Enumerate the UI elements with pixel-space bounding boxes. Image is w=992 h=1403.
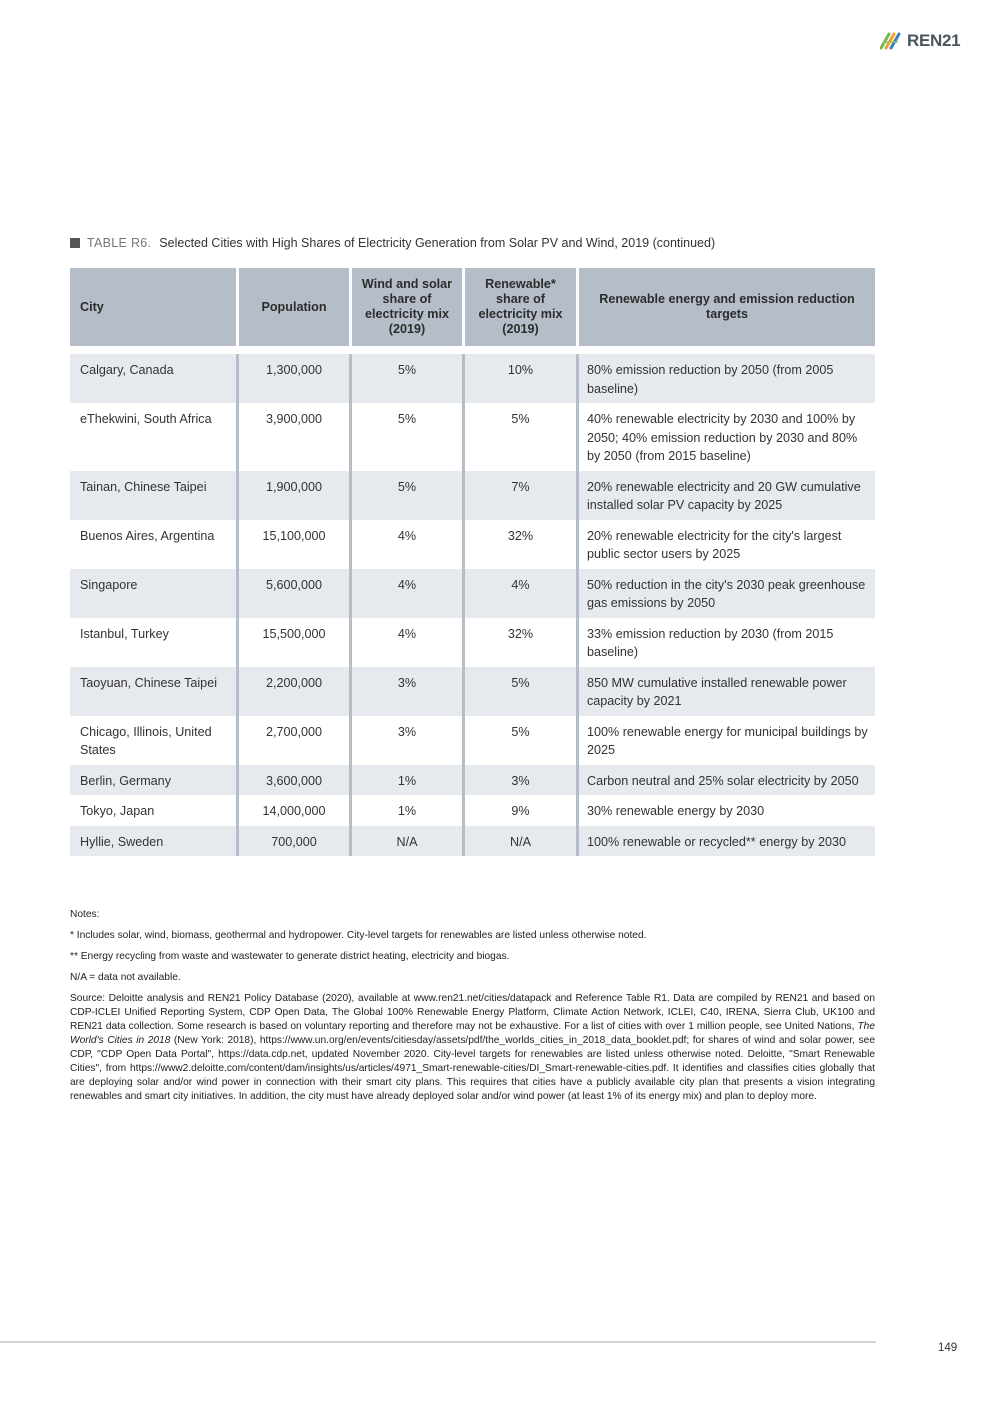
footer-divider <box>0 1341 876 1343</box>
table-title: Selected Cities with High Shares of Electricity Generation from Solar PV and Wind, 2019 (continued) <box>159 236 716 250</box>
table-row <box>70 354 875 403</box>
cell-renewable: 32% <box>462 520 576 569</box>
cell-targets: 100% renewable or recycled** energy by 2030 <box>576 826 875 857</box>
cell-renewable: 10% <box>462 354 576 403</box>
cell-wind-solar: 1% <box>349 795 462 826</box>
cell-targets: 20% renewable electricity for the city's largest public sector users by 2025 <box>576 520 875 569</box>
cell-wind-solar: 1% <box>349 765 462 796</box>
cell-wind-solar: 5% <box>349 471 462 520</box>
cell-renewable: 5% <box>462 667 576 716</box>
cell-city: Tainan, Chinese Taipei <box>70 471 236 520</box>
cell-renewable: 3% <box>462 765 576 796</box>
table-row <box>70 667 875 716</box>
note-renewables-definition: * Includes solar, wind, biomass, geothermal and hydropower. City-level targets for renewables are listed unless otherwise noted. <box>70 930 647 941</box>
cell-targets: 100% renewable energy for municipal buildings by 2025 <box>576 716 875 765</box>
table-caption <box>70 236 715 250</box>
cell-city: Istanbul, Turkey <box>70 618 236 667</box>
caption-square-icon <box>70 238 80 248</box>
source-text-part2: (New York: 2018), https://www.un.org/en/events/citiesday/assets/pdf/the_worlds_cities_in_2018_data_booklet.pdf; for shares of wind and solar power, see CDP, "CDP Open Data Portal", https://data.cdp.net, updated November 2020. City-level targets for renewables are listed unless otherwise noted. Deloitte, "Smart Renewable Cities", from https://www2.deloitte.com/content/dam/insights/us/articles/4971_Smart-renewable-cities/DI_Smart-renewable-cities.pdf. It identifies and classifies cities globally that are deploying solar and/or wind power in connection with their smart city plans. This requires that cities have a publicly available city plan that presents a vision integrating renewables and smart city initiatives. In addition, the city must have already deployed solar and/or wind power (at least 1% of its energy mix) and plan to deploy more. <box>70 1035 875 1102</box>
cell-population: 1,900,000 <box>236 471 349 520</box>
table-row <box>70 716 875 765</box>
cell-population: 14,000,000 <box>236 795 349 826</box>
cell-population: 2,700,000 <box>236 716 349 765</box>
cell-targets: 33% emission reduction by 2030 (from 2015 baseline) <box>576 618 875 667</box>
cities-table <box>70 268 875 856</box>
ren21-logo <box>880 31 960 51</box>
table-row <box>70 471 875 520</box>
cell-renewable: 9% <box>462 795 576 826</box>
cell-population: 3,900,000 <box>236 403 349 471</box>
cell-city: Taoyuan, Chinese Taipei <box>70 667 236 716</box>
source-text-part1: Source: Deloitte analysis and REN21 Policy Database (2020), available at www.ren21.net/cities/datapack and Reference Table R1. Data are compiled by REN21 and based on CDP-ICLEI Unified Reporting System, CDP Open Data, The Global 100% Renewable Energy Platform, Climate Action Network, ICLEI, C40, IRENA, Sierra Club, UK100 and REN21 data collection. Some research is based on voluntary reporting and therefore may not be exhaustive. For a list of cities with over 1 million people, see United Nations, <box>70 993 875 1032</box>
col-header-renewable-share: Renewable* share of electricity mix (2019) <box>462 268 576 346</box>
cell-population: 700,000 <box>236 826 349 857</box>
table-row <box>70 618 875 667</box>
cell-population: 1,300,000 <box>236 354 349 403</box>
table-number: TABLE R6. <box>87 236 152 250</box>
cell-population: 5,600,000 <box>236 569 349 618</box>
col-header-city: City <box>70 268 236 346</box>
cell-renewable: 4% <box>462 569 576 618</box>
cell-renewable: 32% <box>462 618 576 667</box>
table-row <box>70 569 875 618</box>
logo-text: REN21 <box>907 31 961 50</box>
cell-renewable: N/A <box>462 826 576 857</box>
cell-renewable: 5% <box>462 403 576 471</box>
cell-wind-solar: 5% <box>349 354 462 403</box>
col-header-population: Population <box>236 268 349 346</box>
source-text-italic: The World's Cities in 2018 <box>70 1021 875 1046</box>
cell-targets: 30% renewable energy by 2030 <box>576 795 875 826</box>
table-row <box>70 826 875 857</box>
cell-targets: 40% renewable electricity by 2030 and 100% by 2050; 40% emission reduction by 2030 and 80% by 2050 (from 2015 baseline) <box>576 403 875 471</box>
table-row <box>70 403 875 471</box>
col-header-targets: Renewable energy and emission reduction targets <box>576 268 875 346</box>
cell-targets: 850 MW cumulative installed renewable power capacity by 2021 <box>576 667 875 716</box>
table-notes <box>70 908 875 1111</box>
header-spacer <box>70 346 875 354</box>
cell-renewable: 7% <box>462 471 576 520</box>
cell-city: Calgary, Canada <box>70 354 236 403</box>
table-header-row <box>70 268 875 346</box>
cell-population: 15,100,000 <box>236 520 349 569</box>
cell-population: 2,200,000 <box>236 667 349 716</box>
cell-population: 15,500,000 <box>236 618 349 667</box>
cell-targets: 80% emission reduction by 2050 (from 2005 baseline) <box>576 354 875 403</box>
cell-targets: Carbon neutral and 25% solar electricity by 2050 <box>576 765 875 796</box>
cell-wind-solar: 4% <box>349 618 462 667</box>
cell-wind-solar: 4% <box>349 520 462 569</box>
table-row <box>70 795 875 826</box>
col-header-wind-solar-share: Wind and solar share of electricity mix (2019) <box>349 268 462 346</box>
table-row <box>70 520 875 569</box>
ren21-stripes-icon <box>880 32 902 50</box>
note-na-definition: N/A = data not available. <box>70 972 181 983</box>
cell-renewable: 5% <box>462 716 576 765</box>
page-number: 149 <box>938 1342 958 1354</box>
table-row <box>70 765 875 796</box>
cell-city: Berlin, Germany <box>70 765 236 796</box>
notes-heading: Notes: <box>70 909 100 920</box>
cell-city: Buenos Aires, Argentina <box>70 520 236 569</box>
cell-wind-solar: 5% <box>349 403 462 471</box>
cell-city: Tokyo, Japan <box>70 795 236 826</box>
cell-wind-solar: 4% <box>349 569 462 618</box>
cell-city: Chicago, Illinois, United States <box>70 716 236 765</box>
cell-targets: 50% reduction in the city's 2030 peak greenhouse gas emissions by 2050 <box>576 569 875 618</box>
cell-city: eThekwini, South Africa <box>70 403 236 471</box>
cell-wind-solar: 3% <box>349 716 462 765</box>
cell-targets: 20% renewable electricity and 20 GW cumulative installed solar PV capacity by 2025 <box>576 471 875 520</box>
source-note <box>70 992 875 1104</box>
cell-city: Hyllie, Sweden <box>70 826 236 857</box>
cell-population: 3,600,000 <box>236 765 349 796</box>
cell-wind-solar: 3% <box>349 667 462 716</box>
cell-wind-solar: N/A <box>349 826 462 857</box>
note-energy-recycling: ** Energy recycling from waste and wastewater to generate district heating, electricity and biogas. <box>70 951 510 962</box>
cell-city: Singapore <box>70 569 236 618</box>
